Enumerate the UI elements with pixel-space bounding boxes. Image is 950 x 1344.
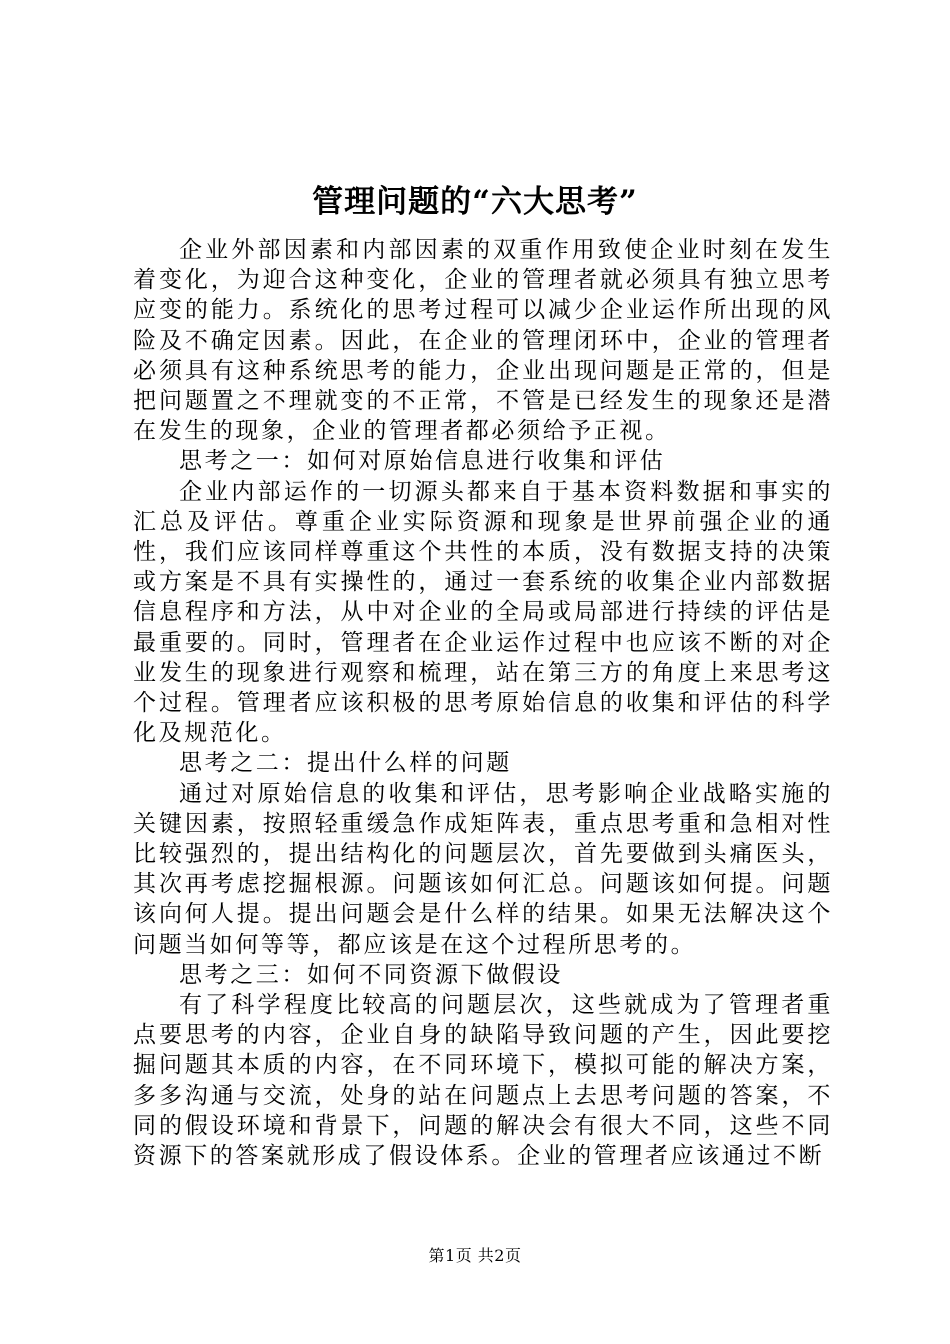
section-heading-3: 思考之三：如何不同资源下做假设 [179,961,563,988]
document-title: 管理问题的“六大思考” [312,184,638,220]
section-paragraph-2: 通过对原始信息的收集和评估，思考影响企业战略实施的关键因素，按照轻重缓急作成矩阵表，重点思考重和急相对性比较强烈的，提出结构化的问题层次，首先要做到头痛医头，其次再考虑挖掘根源。问题该如何汇总。问题该如何提。问题该向何人提。提出问题会是什么样的结果。如果无法解决这个问题当如何等等，都应该是在这个过程所思考的。 [133,780,833,958]
section-heading-2: 思考之二：提出什么样的问题 [179,750,512,777]
section-paragraph-1: 企业内部运作的一切源头都来自于基本资料数据和事实的汇总及评估。尊重企业实际资源和现象是世界前强企业的通性，我们应该同样尊重这个共性的本质，没有数据支持的决策或方案是不具有实操性的，通过一套系统的收集企业内部数据信息程序和方法，从中对企业的全局或局部进行持续的评估是最重要的。同时，管理者在企业运作过程中也应该不断的对企业发生的现象进行观察和梳理，站在第三方的角度上来思考这个过程。管理者应该积极的思考原始信息的收集和评估的科学化及规范化。 [133,478,833,747]
section-heading-1: 思考之一：如何对原始信息进行收集和评估 [179,448,666,475]
intro-paragraph: 企业外部因素和内部因素的双重作用致使企业时刻在发生着变化，为迎合这种变化，企业的管理者就必须具有独立思考应变的能力。系统化的思考过程可以减少企业运作所出现的风险及不确定因素。因此，在企业的管理闭环中，企业的管理者必须具有这种系统思考的能力，企业出现问题是正常的，但是把问题置之不理就变的不正常，不管是已经发生的现象还是潜在发生的现象，企业的管理者都必须给予正视。 [133,237,833,445]
document-body [133,235,833,1171]
page-number-footer: 第1页 共2页 [428,1246,522,1265]
section-paragraph-3: 有了科学程度比较高的问题层次，这些就成为了管理者重点要思考的内容，企业自身的缺陷导致问题的产生，因此要挖掘问题其本质的内容，在不同环境下，模拟可能的解决方案，多多沟通与交流，处身的站在问题点上去思考问题的答案，不同的假设环境和背景下，问题的解决会有很大不同，这些不同资源下的答案就形成了假设体系。企业的管理者应该通过不断 [133,992,833,1170]
